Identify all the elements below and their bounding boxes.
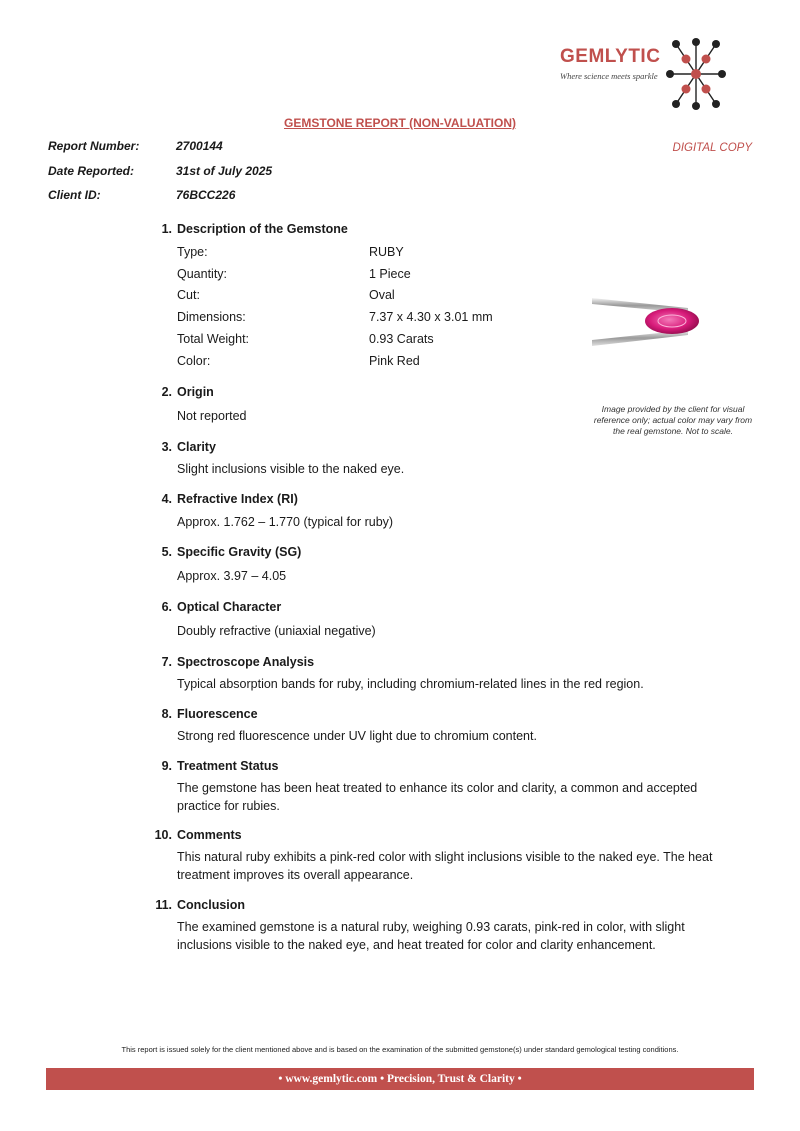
meta-value: 31st of July 2025 [176, 164, 273, 178]
section-body: The examined gemstone is a natural ruby, weighing 0.93 carats, pink-red in color, with slight inclusions visible to the naked eye, and heat treated for color and clarity enhancement. [177, 920, 685, 952]
meta-label: Client ID: [48, 188, 101, 202]
section-title: Spectroscope Analysis [177, 655, 315, 669]
section-number: 11. [155, 898, 172, 912]
section-title: Optical Character [177, 600, 282, 614]
desc-label: Quantity: [177, 267, 228, 281]
desc-value: RUBY [369, 245, 404, 259]
section-body: The gemstone has been heat treated to enhance its color and clarity, a common and accepted practice for rubies. [177, 781, 698, 813]
report-title: GEMSTONE REPORT (NON-VALUATION) [284, 116, 516, 130]
section-title: Comments [177, 828, 242, 842]
footer-disclaimer: This report is issued solely for the client mentioned above and is based on the examination of the submitted gemstone(s) under standard gemological testing conditions. [121, 1045, 679, 1054]
meta-value: 2700144 [176, 139, 223, 153]
desc-label: Type: [177, 245, 208, 259]
desc-label: Dimensions: [177, 310, 246, 324]
section-body: Slight inclusions visible to the naked eye. [177, 462, 405, 476]
section-body: Typical absorption bands for ruby, including chromium-related lines in the red region. [177, 677, 644, 691]
section-body: Approx. 1.762 – 1.770 (typical for ruby) [177, 515, 394, 529]
section-number: 2. [161, 385, 172, 399]
brand-logo [560, 38, 760, 110]
section-number: 1. [161, 222, 172, 236]
section-number: 9. [161, 759, 172, 773]
digital-copy-label: DIGITAL COPY [672, 142, 752, 154]
section-body: This natural ruby exhibits a pink-red color with slight inclusions visible to the naked eye. The heat treatment improves its overall appearance. [177, 850, 713, 882]
section-number: 4. [161, 492, 172, 506]
section-title: Fluorescence [177, 707, 258, 721]
section-body: Not reported [177, 409, 247, 423]
desc-label: Color: [177, 354, 211, 368]
section-body: Doubly refractive (uniaxial negative) [177, 624, 376, 638]
section-title: Origin [177, 385, 214, 399]
footer-bar: • www.gemlytic.com • Precision, Trust & Clarity • [46, 1068, 754, 1090]
ruby-photo [592, 290, 754, 354]
desc-value: 1 Piece [369, 267, 411, 281]
gem-molecule-icon [666, 38, 756, 110]
section-title: Refractive Index (RI) [177, 492, 298, 506]
section-number: 8. [161, 707, 172, 721]
section-title: Treatment Status [177, 759, 279, 773]
desc-value: Oval [369, 288, 395, 302]
meta-label: Date Reported: [48, 164, 135, 178]
desc-value: Pink Red [369, 354, 420, 368]
section-number: 10. [154, 828, 172, 842]
section-number: 6. [161, 600, 172, 614]
section-number: 3. [161, 440, 172, 454]
section-number: 7. [161, 655, 172, 669]
brand-name: GEMLYTIC [560, 46, 661, 67]
section-title: Description of the Gemstone [177, 222, 348, 236]
image-caption: Image provided by the client for visual reference only; actual color may vary from the real gemstone. Not to scale. [593, 404, 753, 436]
desc-value: 7.37 x 4.30 x 3.01 mm [369, 310, 493, 324]
brand-tagline: Where science meets sparkle [560, 71, 658, 81]
desc-label: Total Weight: [177, 332, 250, 346]
section-title: Clarity [177, 440, 216, 454]
section-body: Approx. 3.97 – 4.05 [177, 569, 287, 583]
desc-label: Cut: [177, 288, 200, 302]
section-number: 5. [161, 545, 172, 559]
meta-label: Report Number: [48, 139, 140, 153]
desc-value: 0.93 Carats [369, 332, 434, 346]
meta-value: 76BCC226 [176, 188, 236, 202]
section-title: Conclusion [177, 898, 246, 912]
section-title: Specific Gravity (SG) [177, 545, 302, 559]
section-body: Strong red fluorescence under UV light due to chromium content. [177, 729, 537, 743]
